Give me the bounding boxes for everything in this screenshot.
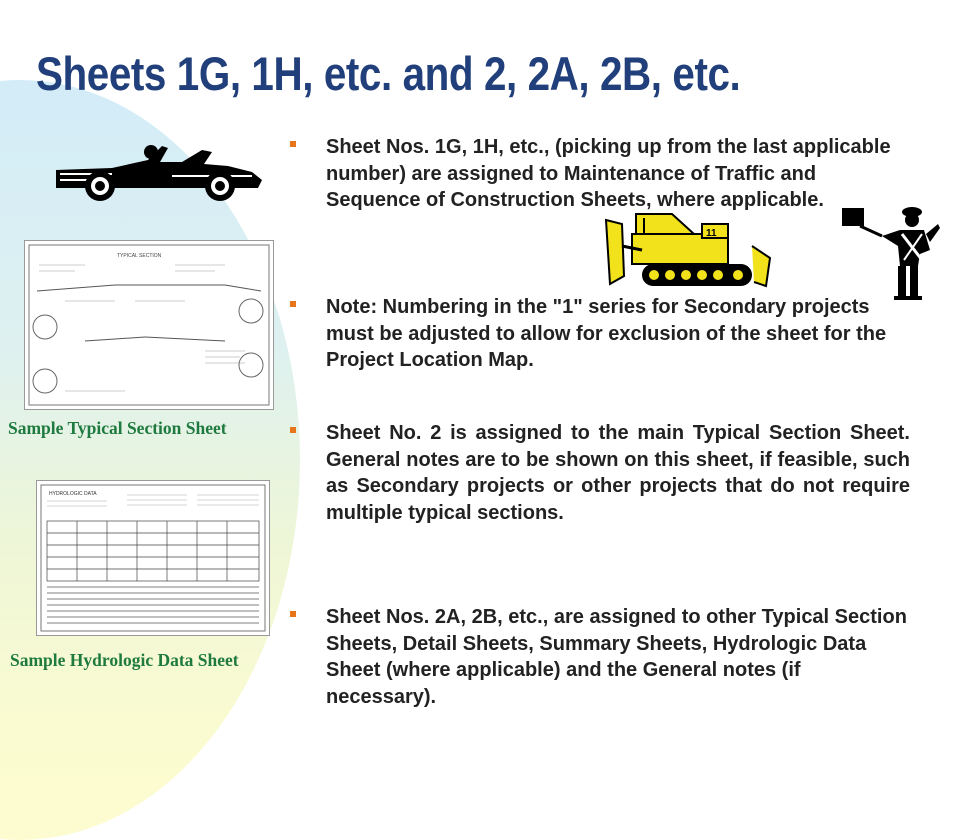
bullet-square-icon [290,611,296,617]
bullet-square-icon [290,427,296,433]
flagman-icon [838,200,942,304]
bullet-item [290,420,910,526]
bullet-item [290,294,910,374]
svg-text:11: 11 [706,228,717,239]
bullet-text: Note: Numbering in the "1" series for Secondary projects must be adjusted to allow for exclusion of the sheet for the Project Location Map. [326,296,887,371]
typical-section-heading: TYPICAL SECTION [117,253,162,259]
bulldozer-icon [602,206,778,292]
hydrologic-caption: Sample Hydrologic Data Sheet [10,650,239,670]
bullet-square-icon [290,301,296,307]
typical-section-caption: Sample Typical Section Sheet [8,418,227,438]
car-icon [52,140,266,202]
bullet-item [290,604,910,710]
typical-section-drawing [25,241,273,409]
bullet-square-icon [290,141,296,147]
slide-title: Sheets 1G, 1H, etc. and 2, 2A, 2B, etc. [36,47,741,100]
hydrologic-drawing [37,481,269,635]
bullet-text: Sheet No. 2 is assigned to the main Typical Section Sheet. General notes are to be shown on this sheet, if feasible, such as Secondary projects or other projects that do not require multiple typical sections. [326,422,910,524]
hydrologic-heading: HYDROLOGIC DATA [49,491,97,497]
bullet-item [290,134,910,214]
bullet-text: Sheet Nos. 2A, 2B, etc., are assigned to other Typical Section Sheets, Detail Sheets, Summary Sheets, Hydrologic Data Sheet (where applicable) and the General notes (if necessary). [326,606,907,708]
bullet-text: Sheet Nos. 1G, 1H, etc., (picking up from the last applicable number) are assigned to Maintenance of Traffic and Sequence of Construction Sheets, where applicable. [326,136,891,211]
typical-section-thumbnail [24,240,274,410]
hydrologic-thumbnail [36,480,270,636]
